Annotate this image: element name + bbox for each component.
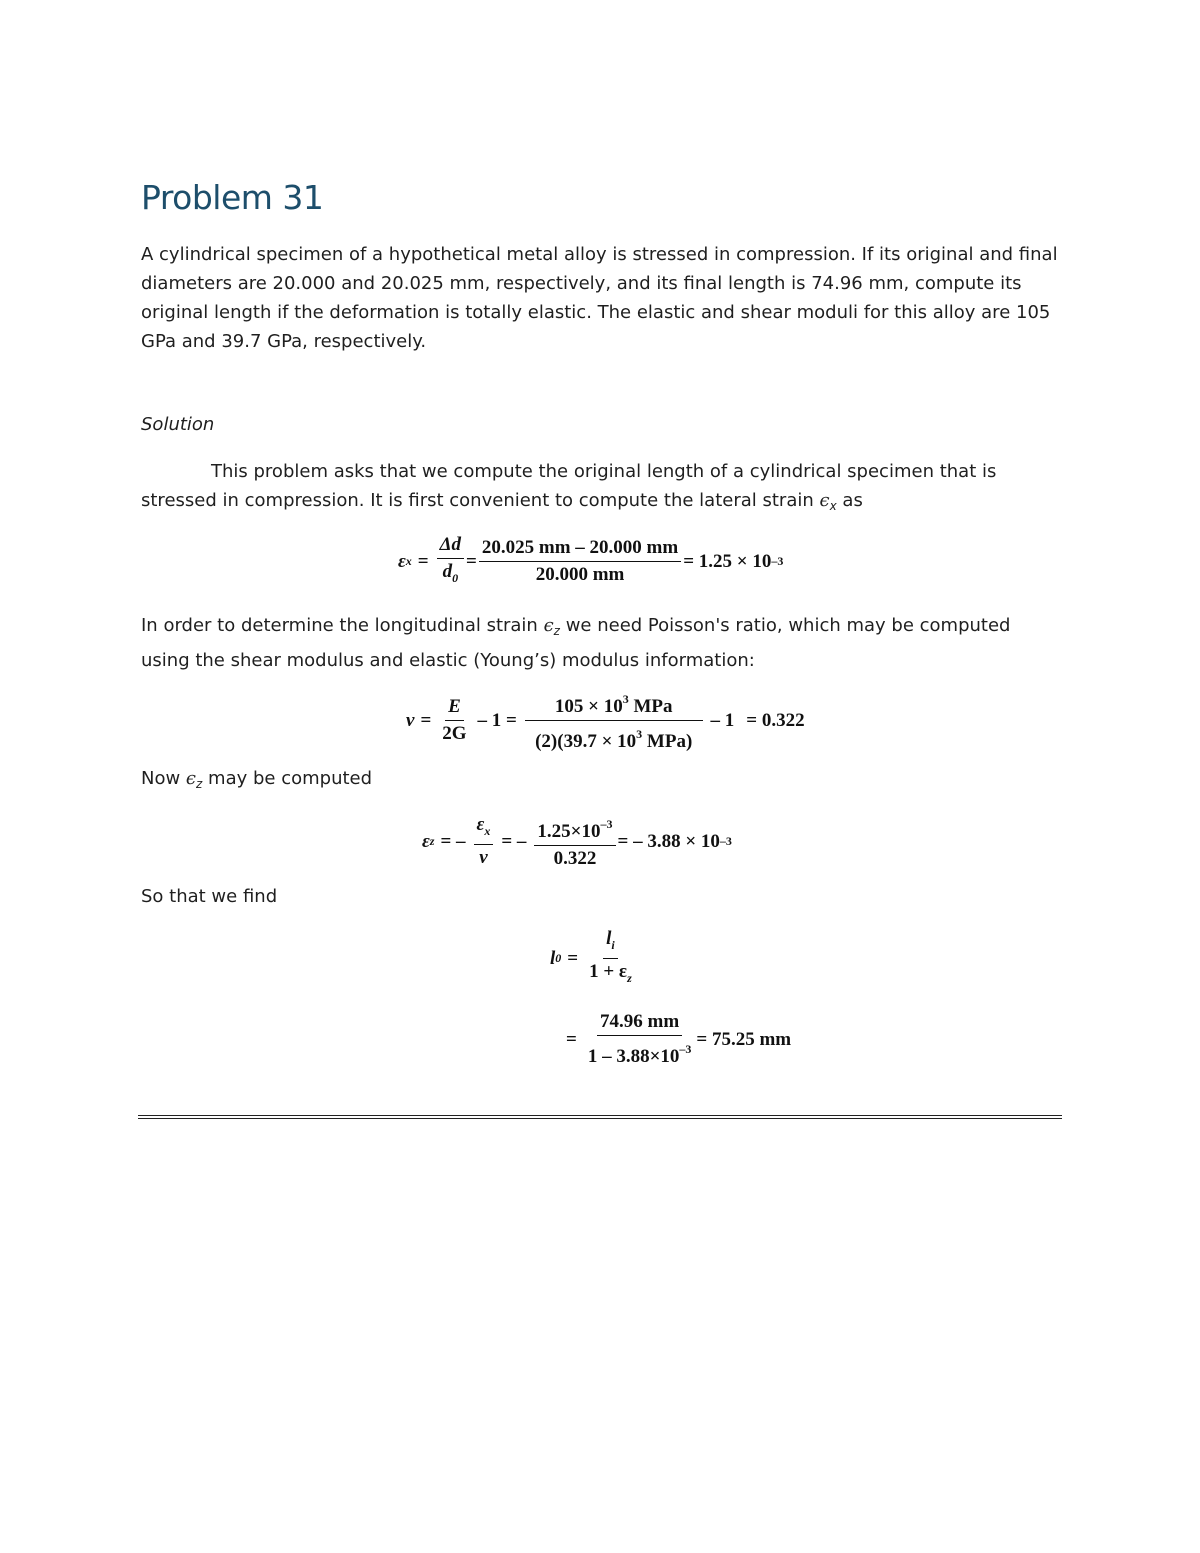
fraction-denominator: 1 + ε [589, 961, 628, 982]
equation-poisson-ratio: ν = $\frac{E}{2G}$ – 1 = $\frac{105 \times 10^3 MPa}{(2)(39.7 \times 10^3 MPa)}$ – 1 = 0.322 [406, 688, 805, 753]
eq-lhs-sub: z [429, 834, 435, 848]
numerator-unit: MPa [628, 696, 673, 717]
fraction-e-over-2g [439, 696, 469, 745]
fraction-numerator: Δd [437, 534, 464, 559]
subscript: z [553, 624, 560, 638]
fraction-denominator: 1 – 3.88×10 [587, 1046, 680, 1067]
eq-result-exp: –3 [771, 554, 784, 568]
eq-lhs-sub: x [405, 554, 412, 568]
fraction-strain-values [534, 813, 615, 870]
equation-lateral-strain: ε x = $\frac{\Delta d}{d_0}$ = $\frac{20.025 mm - 20.000 mm}{20.000 mm}$ = 1.25 × 10 –3 [398, 534, 783, 589]
paragraph-lateral-strain [141, 457, 1061, 521]
paragraph-now [141, 764, 1061, 799]
fraction-numerator: 105 × 10 [554, 696, 623, 717]
paragraph-text: Now [141, 768, 186, 789]
problem-statement: A cylindrical specimen of a hypothetical metal alloy is stressed in compression. If its original and final diameters are 20.000 and 20.025 mm, respectively, and its final length is 74.96 mm, compute its original length if the deformation is totally elastic. The elastic and shear moduli for this alloy are 105 GPa and 39.7 GPa, respectively. [141, 244, 1058, 352]
eq-result: = 0.322 [746, 709, 805, 731]
subscript: x [829, 499, 837, 513]
fraction-denominator: 2G [442, 723, 467, 744]
fraction-denominator: 0.322 [553, 848, 597, 869]
paragraph-tail: may be computed [202, 768, 373, 789]
denominator-exp: –3 [679, 1042, 692, 1056]
fraction-delta-d [437, 534, 464, 589]
fraction-moduli [525, 688, 703, 753]
eq-result: = 75.25 mm [696, 1028, 792, 1050]
fraction-ex-over-nu [474, 814, 494, 869]
epsilon-symbol: ϵ [543, 615, 554, 636]
paragraph-tail: we need Poisson's ratio, which may be computed using the shear modulus and elastic (Young’s) modulus information: [141, 615, 1011, 671]
fraction-numerator: 1.25×10 [537, 821, 601, 842]
eq-result: = 1.25 × 10 [683, 550, 772, 572]
eq-lhs: l [550, 947, 556, 969]
fraction-length-values [585, 1011, 695, 1068]
fraction-denominator: d [442, 561, 453, 582]
paragraph-text: So that we find [141, 886, 278, 907]
fraction-numerator: ε [476, 814, 485, 835]
fraction-denominator: ν [479, 847, 488, 868]
eq-lhs-sub: 0 [555, 951, 562, 965]
eq-result-exp: –3 [719, 834, 732, 848]
denominator-unit: MPa) [642, 731, 693, 752]
fraction-denominator: (2)(39.7 × 10 [535, 731, 637, 752]
paragraph-text: This problem asks that we compute the original length of a cylindrical specimen that is stressed in compression. It is first convenient to compute the lateral strain [141, 461, 997, 511]
solution-heading: Solution [141, 414, 215, 435]
paragraph-so-that [141, 882, 1061, 911]
numerator-exp: 3 [622, 692, 629, 706]
fraction-numerator: 74.96 mm [597, 1011, 682, 1036]
page-title: Problem 31 [141, 178, 324, 217]
paragraph-text: In order to determine the longitudinal strain [141, 615, 544, 636]
epsilon-symbol: ϵ [185, 768, 197, 789]
fraction-denominator: 20.000 mm [535, 564, 625, 585]
denominator-exp: 3 [636, 727, 643, 741]
eq-lhs: ν [406, 709, 415, 731]
eq-tail: – 1 [710, 709, 735, 731]
fraction-numerator: E [445, 696, 464, 721]
double-rule-divider [138, 1115, 1062, 1119]
equation-original-length: l 0 = $\frac{l_i}{1 + \varepsilon_z}$ [550, 928, 637, 989]
fraction-numerator: 20.025 mm – 20.000 mm [479, 537, 681, 562]
denominator-sub: z [627, 971, 632, 985]
denominator-sub: 0 [452, 571, 459, 585]
fraction-numerator: l [606, 928, 612, 949]
equation-length-result: = $\frac{74.96 mm}{1 - 3.88\times 10^{-3}}$ = 75.25 mm [566, 1011, 792, 1067]
equation-longitudinal-strain: ε z = – $\frac{\varepsilon_x}{\nu}$ = – $\frac{1.25\times 10^{-3}}{0.322}$ = – 3.88 × 10 –3 [422, 814, 732, 869]
eq-result: = – 3.88 × 10 [617, 830, 720, 852]
paragraph-tail: as [836, 490, 863, 511]
subscript: z [196, 777, 203, 791]
eq-lhs: ε [398, 550, 406, 572]
paragraph-poisson [141, 611, 1061, 675]
numerator-exp: –3 [600, 817, 613, 831]
epsilon-symbol: ϵ [819, 490, 830, 511]
fraction-length [586, 928, 635, 989]
eq-lhs: ε [422, 830, 430, 852]
numerator-sub: x [484, 824, 491, 838]
eq-mid: – 1 = [477, 709, 517, 731]
fraction-diameters [479, 537, 681, 586]
numerator-sub: i [611, 938, 615, 952]
